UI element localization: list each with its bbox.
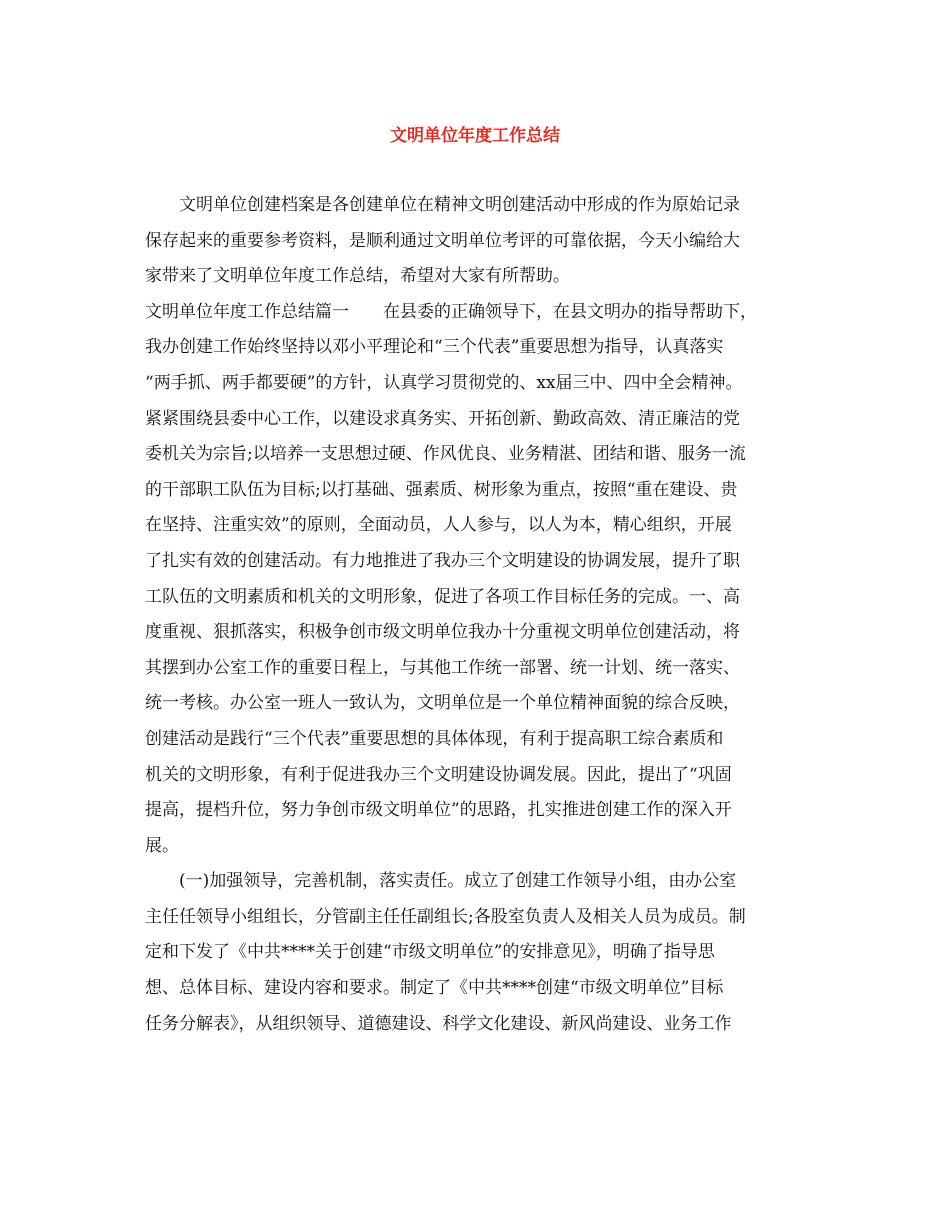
body-line: 文明单位创建档案是各创建单位在精神文明创建活动中形成的作为原始记录 <box>179 195 740 215</box>
body-line: 家带来了文明单位年度工作总结，希望对大家有所帮助。 <box>145 266 570 287</box>
body-line: 我办创建工作始终坚持以邓小平理论和“三个代表”重要思想为指导，认真落实 <box>145 337 724 358</box>
body-line: 其摆到办公室工作的重要日程上，与其他工作统一部署、统一计划、统一落实、 <box>145 657 740 678</box>
body-line: 统一考核。办公室一班人一致认为，文明单位是一个单位精神面貌的综合反映， <box>145 693 740 714</box>
body-line: 任务分解表》，从组织领导、道德建设、科学文化建设、新风尚建设、业务工作 <box>145 1013 732 1034</box>
document-title: 文明单位年度工作总结 <box>390 126 560 146</box>
body-line: 度重视、狠抓落实，积极争创市级文明单位我办十分重视文明单位创建活动，将 <box>145 622 740 643</box>
body-line: 提高，提档升位，努力争创市级文明单位”的思路，扎实推进创建工作的深入开 <box>145 800 732 821</box>
body-line: 机关的文明形象，有利于促进我办三个文明建设协调发展。因此，提出了“巩固 <box>145 764 732 785</box>
body-line: 了扎实有效的创建活动。有力地推进了我办三个文明建设的协调发展，提升了职 <box>145 550 740 571</box>
body-line: 创建活动是践行“三个代表”重要思想的具体体现，有利于提高职工综合素质和 <box>145 728 724 749</box>
body-line: 主任任领导小组组长，分管副主任任副组长;各股室负责人及相关人员为成员。制 <box>145 906 746 927</box>
body-line: 文明单位年度工作总结篇一 在县委的正确领导下，在县文明办的指导帮助下， <box>145 301 757 322</box>
document-body <box>145 188 810 1042</box>
body-line: 在坚持、注重实效”的原则，全面动员，人人参与，以人为本，精心组织，开展 <box>145 515 732 536</box>
body-line: 想、总体目标、建设内容和要求。制定了《中共****创建“市级文明单位”目标 <box>145 978 724 999</box>
body-line: 展。 <box>145 835 179 856</box>
body-line: 保存起来的重要参考资料，是顺利通过文明单位考评的可靠依据，今天小编给大 <box>145 230 740 251</box>
body-line: 委机关为宗旨;以培养一支思想过硬、作风优良、业务精湛、团结和谐、服务一流 <box>145 444 746 465</box>
body-line: “两手抓、两手都要硬”的方针，认真学习贯彻党的、xx届三中、四中全会精神。 <box>145 372 743 393</box>
body-line: (一)加强领导，完善机制，落实责任。成立了创建工作领导小组，由办公室 <box>179 871 737 892</box>
body-line: 工队伍的文明素质和机关的文明形象，促进了各项工作目标任务的完成。一、高 <box>145 586 740 607</box>
body-line: 紧紧围绕县委中心工作，以建设求真务实、开拓创新、勤政高效、清正廉洁的党 <box>145 408 740 429</box>
body-line: 的干部职工队伍为目标;以打基础、强素质、树形象为重点，按照“重在建设、贵 <box>145 479 738 500</box>
body-line: 定和下发了《中共****关于创建“市级文明单位”的安排意见》，明确了指导思 <box>145 942 715 963</box>
